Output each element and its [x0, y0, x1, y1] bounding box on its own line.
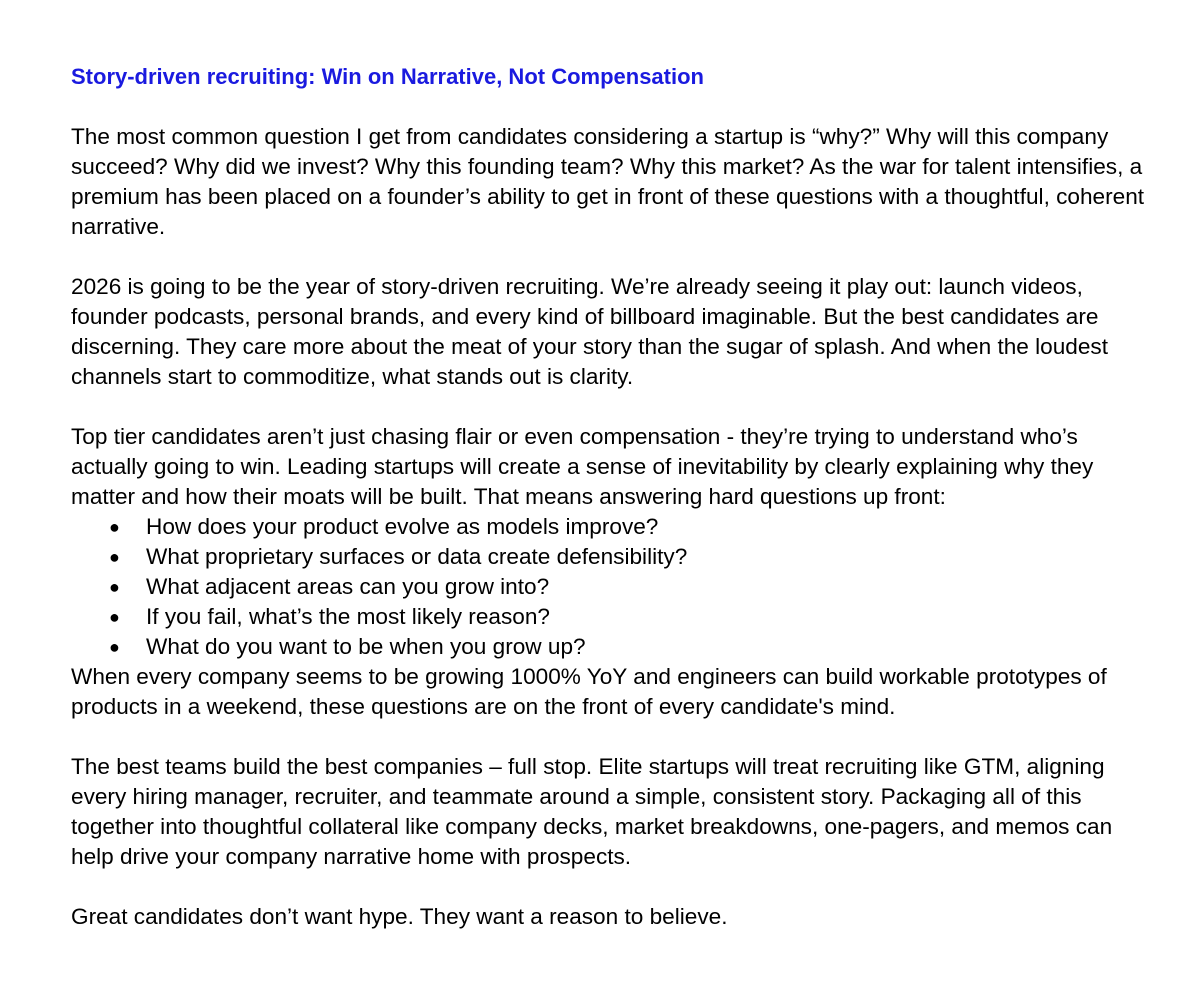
- list-item: [71, 512, 1151, 542]
- document-title: Story-driven recruiting: Win on Narrative, Not Compensation: [71, 64, 704, 89]
- list-item: [71, 602, 1151, 632]
- paragraph-after-bullets: When every company seems to be growing 1000% YoY and engineers can build workable prototypes of products in a weekend, these questions are on the front of every candidate's mind.: [71, 664, 1107, 719]
- bullet-icon: ●: [109, 577, 120, 597]
- list-item-text: How does your product evolve as models improve?: [146, 514, 659, 539]
- paragraph-story-driven-2026: 2026 is going to be the year of story-driven recruiting. We’re already seeing it play out: launch videos, founder podcasts, personal brands, and every kind of billboard imaginable. But the best candidates are discerning. They care more about the meat of your story than the sugar of splash. And when the loudest channels start to commoditize, what stands out is clarity.: [71, 274, 1108, 389]
- document-body: [71, 62, 1151, 932]
- list-item-text: What do you want to be when you grow up?: [146, 634, 586, 659]
- bullet-icon: ●: [109, 547, 120, 567]
- paragraph-why-question: The most common question I get from candidates considering a startup is “why?” Why will this company succeed? Why did we invest? Why this founding team? Why this market? As the war for talent intensifies, a premium has been placed on a founder’s ability to get in front of these questions with a thoughtful, coherent narrative.: [71, 124, 1145, 239]
- paragraph-best-teams: The best teams build the best companies – full stop. Elite startups will treat recruiting like GTM, aligning every hiring manager, recruiter, and teammate around a simple, consistent story. Packaging all of this together into thoughtful collateral like company decks, market breakdowns, one-pagers, and memos can help drive your company narrative home with prospects.: [71, 754, 1113, 869]
- bullet-icon: ●: [109, 517, 120, 537]
- bullet-icon: ●: [109, 637, 120, 657]
- list-item: [71, 572, 1151, 602]
- list-item: [71, 632, 1151, 662]
- list-item-text: What adjacent areas can you grow into?: [146, 574, 550, 599]
- paragraph-top-tier-candidates: Top tier candidates aren’t just chasing flair or even compensation - they’re trying to understand who’s actually going to win. Leading startups will create a sense of inevitability by clearly explaining why they matter and how their moats will be built. That means answering hard questions up front:: [71, 424, 1094, 509]
- list-item-text: What proprietary surfaces or data create defensibility?: [146, 544, 688, 569]
- bullet-icon: ●: [109, 607, 120, 627]
- list-item: [71, 542, 1151, 572]
- hard-questions-list: [71, 512, 1151, 662]
- paragraph-reason-to-believe: Great candidates don’t want hype. They want a reason to believe.: [71, 904, 728, 929]
- list-item-text: If you fail, what’s the most likely reason?: [146, 604, 550, 629]
